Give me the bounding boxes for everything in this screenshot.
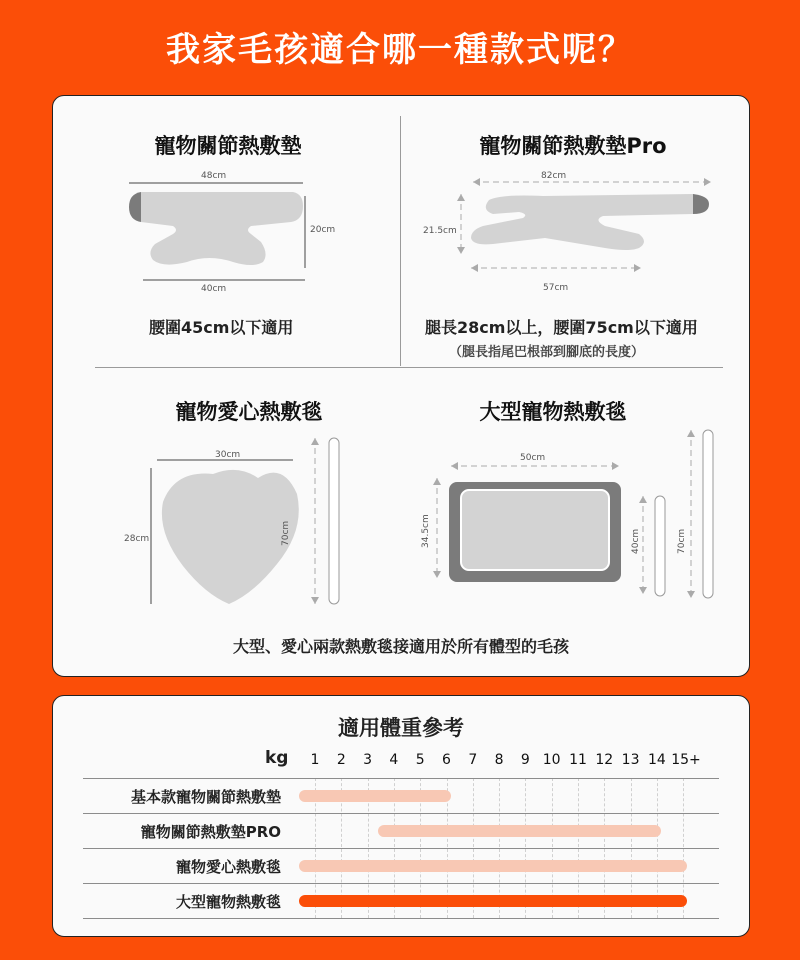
dim-large-cable-1: 40cm (631, 528, 641, 554)
weight-tick: 10 (542, 752, 561, 768)
blanket-note: 大型、愛心兩款熱敷毯接適用於所有體型的毛孩 (232, 637, 569, 656)
weight-row-divider (83, 778, 719, 779)
weight-tick: 6 (442, 752, 451, 768)
weight-tick: 5 (415, 752, 425, 768)
page-title: 我家毛孩適合哪一種款式呢？ (166, 30, 634, 70)
weight-row-divider (83, 918, 719, 919)
dim-joint-pad-pro-top: 82cm (541, 171, 567, 181)
product-size-card (52, 95, 750, 677)
vertical-divider (400, 116, 401, 366)
caption-joint-pad: 腰圍45cm以下適用 (149, 318, 294, 337)
weight-chart-title: 適用體重參考 (338, 716, 464, 740)
weight-row-label: 寵物關節熱敷墊PRO (140, 823, 281, 841)
dim-heart-top: 30cm (215, 450, 241, 460)
weight-tick: 14 (647, 752, 666, 768)
weight-row-divider (83, 883, 719, 884)
dim-large-cable-2: 70cm (677, 528, 687, 554)
dim-joint-pad-pro-side: 21.5cm (423, 226, 457, 236)
weight-tick: 8 (494, 752, 504, 768)
sub-caption-joint-pad-pro: （腿長指尾巴根部到腳底的長度） (449, 345, 645, 360)
weight-tick: 4 (389, 752, 399, 768)
product-title-joint-pad-pro: 寵物關節熱敷墊Pro (479, 134, 667, 158)
joint-pad-diagram (123, 168, 393, 298)
joint-pad-pro-diagram (453, 168, 723, 298)
weight-tick: 13 (621, 752, 640, 768)
weight-tick: 12 (595, 752, 614, 768)
dim-large-top: 50cm (520, 453, 546, 463)
dim-heart-cable: 70cm (281, 520, 291, 546)
weight-unit: kg (265, 748, 289, 768)
weight-tick: 7 (468, 752, 478, 768)
horizontal-divider (95, 367, 723, 368)
dim-joint-pad-pro-bottom: 57cm (543, 283, 569, 293)
product-title-joint-pad: 寵物關節熱敷墊 (154, 134, 302, 158)
weight-row-label: 基本款寵物關節熱敷墊 (130, 788, 281, 806)
weight-tick: 3 (363, 752, 373, 768)
weight-range-bar (299, 790, 451, 802)
weight-tick: 1 (310, 752, 320, 768)
dim-large-left: 34.5cm (421, 514, 431, 548)
weight-range-bar (378, 825, 661, 837)
dim-heart-left: 28cm (124, 534, 150, 544)
weight-range-bar (299, 860, 687, 872)
weight-tick: 11 (569, 752, 587, 768)
weight-tick: 9 (520, 752, 530, 768)
weight-row-divider (83, 813, 719, 814)
weight-row-label: 寵物愛心熱敷毯 (175, 858, 281, 876)
dim-joint-pad-side: 20cm (310, 225, 336, 235)
large-blanket-diagram (429, 426, 739, 616)
weight-row-label: 大型寵物熱敷毯 (175, 893, 281, 911)
weight-row-divider (83, 848, 719, 849)
heart-blanket-diagram (143, 434, 343, 614)
weight-tick: 15+ (671, 752, 701, 768)
caption-joint-pad-pro: 腿長28cm以上，腰圍75cm以下適用 (425, 318, 698, 337)
product-title-heart-blanket: 寵物愛心熱敷毯 (175, 400, 323, 424)
weight-tick: 2 (336, 752, 346, 768)
weight-range-bar (299, 895, 687, 907)
dim-joint-pad-top: 48cm (201, 171, 227, 181)
dim-joint-pad-bottom: 40cm (201, 284, 227, 294)
product-title-large-blanket: 大型寵物熱敷毯 (479, 400, 627, 424)
weight-reference-card (52, 695, 750, 937)
